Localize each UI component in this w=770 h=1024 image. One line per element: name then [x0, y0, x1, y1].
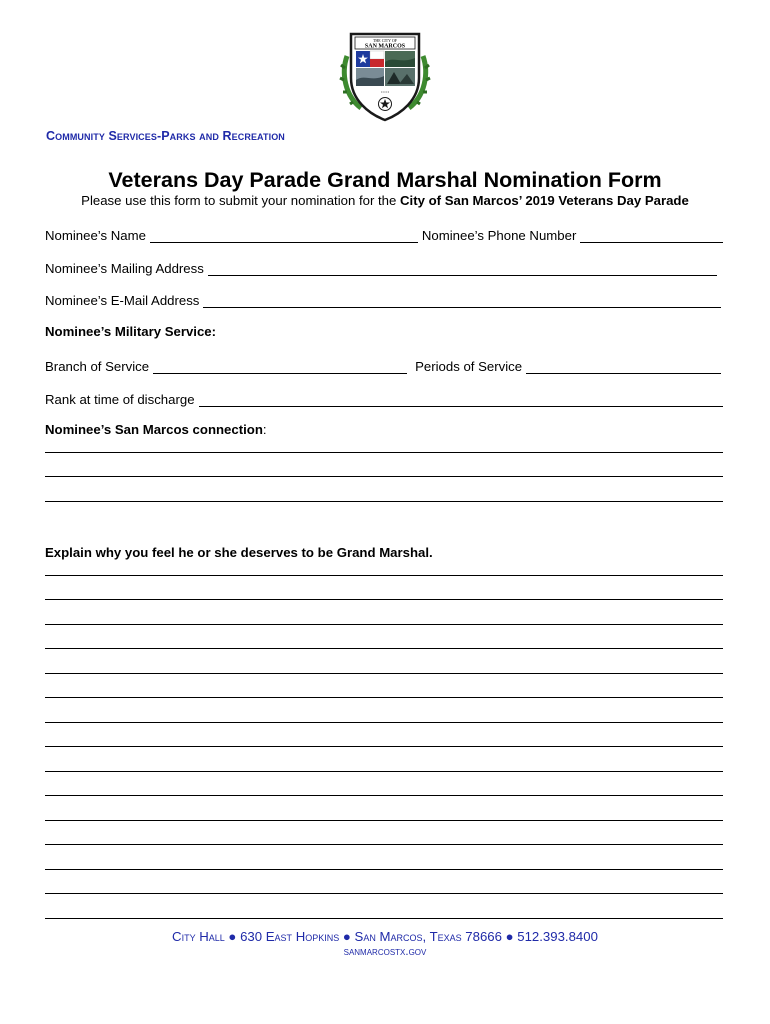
form-subtitle — [0, 193, 770, 208]
branch-field[interactable] — [153, 360, 407, 374]
explain-line-11[interactable] — [45, 820, 723, 821]
explain-heading: Explain why you feel he or she deserves to be Grand Marshal. — [45, 545, 433, 560]
form-title: Veterans Day Parade Grand Marshal Nomination Form — [108, 168, 662, 192]
explain-line-14[interactable] — [45, 893, 723, 894]
service-row — [45, 356, 723, 374]
connection-colon: : — [262, 422, 267, 437]
email-field[interactable] — [203, 294, 721, 308]
explain-line-9[interactable] — [45, 771, 723, 772]
subtitle-plain: Please use this form to submit your nomination for the — [81, 193, 401, 208]
explain-line-5[interactable] — [45, 673, 723, 674]
footer-website: sanmarcostx.gov — [343, 946, 427, 958]
nominee-name-label: Nominee’s Name — [45, 228, 146, 243]
department-name: Community Services-Parks and Recreation — [46, 129, 285, 143]
rank-row — [45, 389, 723, 407]
rank-label: Rank at time of discharge — [45, 392, 195, 407]
nominee-phone-field[interactable] — [580, 229, 723, 243]
connection-heading — [45, 422, 267, 437]
connection-line-3[interactable] — [45, 501, 723, 502]
military-service-heading: Nominee’s Military Service: — [45, 324, 217, 339]
footer-address: City Hall ● 630 East Hopkins ● San Marcos, Texas 78666 ● 512.393.8400 — [172, 929, 598, 944]
svg-text:• • • •: • • • • — [381, 90, 389, 94]
explain-line-12[interactable] — [45, 844, 723, 845]
explain-line-4[interactable] — [45, 648, 723, 649]
svg-text:SAN MARCOS: SAN MARCOS — [364, 43, 406, 50]
svg-text:THE CITY OF: THE CITY OF — [372, 38, 398, 44]
mailing-address-row — [45, 258, 723, 276]
explain-line-2[interactable] — [45, 599, 723, 600]
explain-line-13[interactable] — [45, 869, 723, 870]
explain-line-10[interactable] — [45, 795, 723, 796]
connection-line-1[interactable] — [45, 452, 723, 453]
periods-field[interactable] — [526, 360, 721, 374]
nominee-name-row — [45, 225, 723, 243]
connection-line-2[interactable] — [45, 476, 723, 477]
branch-label: Branch of Service — [45, 359, 150, 374]
explain-line-1[interactable] — [45, 575, 723, 576]
email-row — [45, 290, 723, 308]
subtitle-bold: City of San Marcos’ 2019 Veterans Day Parade — [400, 193, 689, 208]
mailing-address-field[interactable] — [208, 262, 717, 276]
mailing-address-label: Nominee’s Mailing Address — [45, 261, 204, 276]
connection-heading-text: Nominee’s San Marcos connection — [45, 422, 263, 437]
rank-field[interactable] — [199, 393, 723, 407]
explain-line-6[interactable] — [45, 697, 723, 698]
city-seal-logo — [339, 28, 431, 124]
nominee-name-field[interactable] — [150, 229, 418, 243]
explain-line-3[interactable] — [45, 624, 723, 625]
explain-line-8[interactable] — [45, 746, 723, 747]
email-label: Nominee’s E-Mail Address — [45, 293, 200, 308]
explain-line-15[interactable] — [45, 918, 723, 919]
explain-line-7[interactable] — [45, 722, 723, 723]
periods-label: Periods of Service — [415, 359, 523, 374]
nominee-phone-label: Nominee’s Phone Number — [421, 228, 577, 243]
